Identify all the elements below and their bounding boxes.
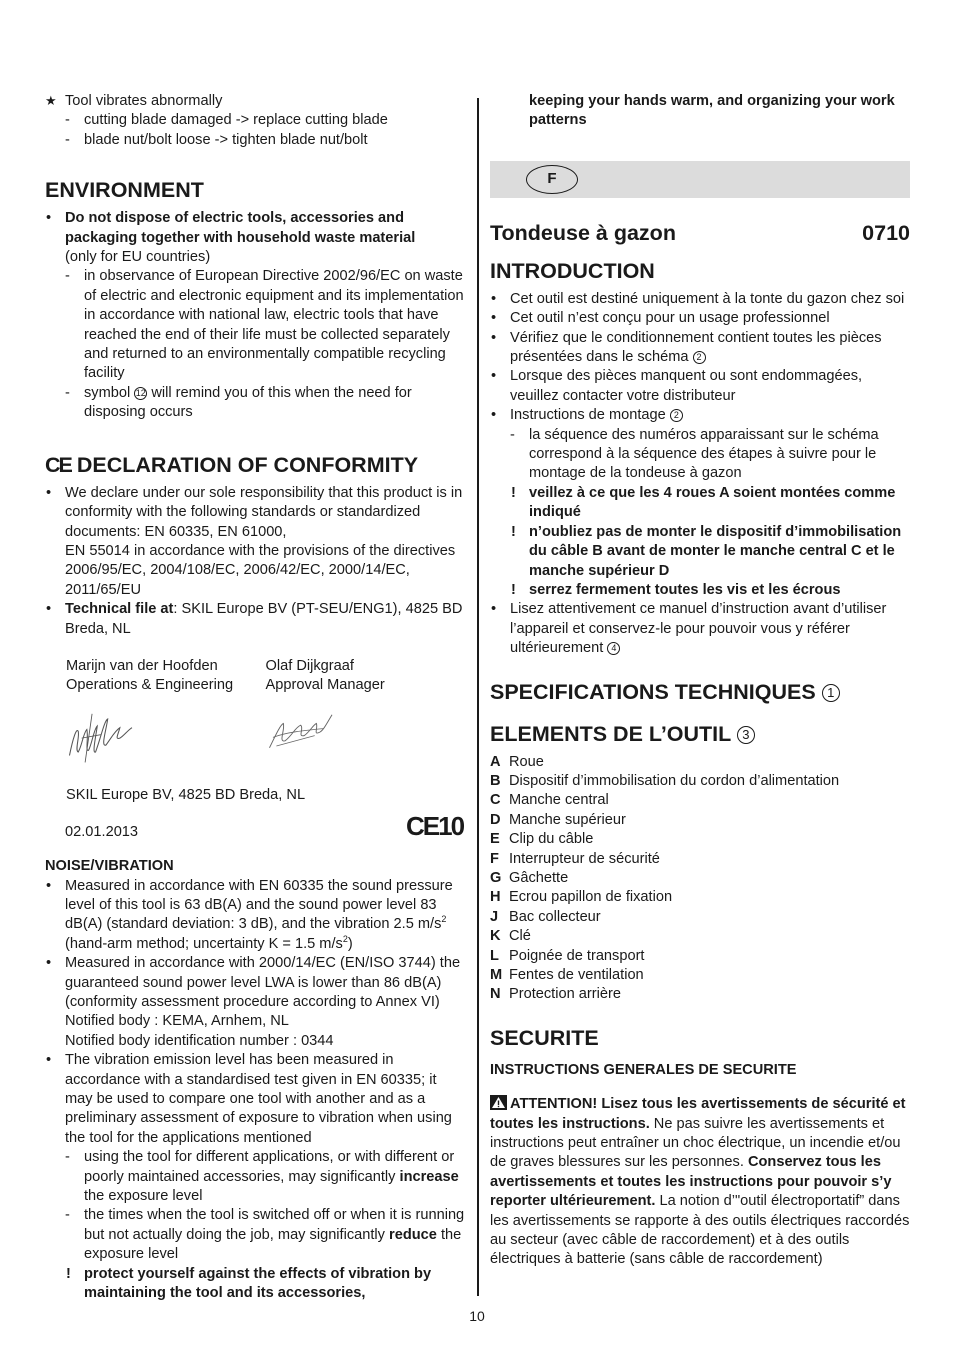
warning-paragraph: [490, 1095, 910, 1270]
element-key: H: [490, 889, 501, 906]
elements-heading: [490, 721, 910, 747]
figure-ref: 1: [822, 684, 840, 702]
conformity-heading-text: DECLARATION OF CONFORMITY: [76, 452, 419, 477]
intro-item: [490, 406, 910, 425]
noise-sub: [45, 1206, 465, 1264]
elements-heading-text: ELEMENTS DE L’OUTIL: [490, 721, 731, 746]
element-item: [490, 772, 910, 791]
left-column: [45, 92, 465, 1304]
intro-item: [490, 600, 910, 658]
warning-bold: ATTENTION! Lisez tous les avertissements de sécurité et toutes les instructions.: [490, 1096, 906, 1132]
element-key: N: [490, 986, 501, 1003]
intro-text: Lorsque des pièces manquent ou sont endommagées, veuillez contacter votre distributeur: [510, 368, 863, 404]
spec-heading: [490, 679, 910, 705]
continued-text: keeping your hands warm, and organizing your work patterns: [529, 93, 895, 129]
troubleshoot-sub: [45, 111, 465, 130]
signatory-1: [66, 657, 266, 696]
figure-ref: 2: [670, 409, 683, 422]
noise-sub: [45, 1148, 465, 1206]
element-key: J: [490, 908, 499, 925]
language-badge: F: [526, 165, 578, 194]
figure-ref: 3: [737, 726, 755, 744]
env-normal: (only for EU countries): [65, 249, 211, 266]
element-key: A: [490, 753, 501, 770]
symbol-ref: 12: [135, 387, 146, 398]
element-item: [490, 811, 910, 830]
intro-warning: [490, 484, 910, 523]
element-label: Clé: [509, 928, 531, 945]
conf-item: [45, 484, 465, 600]
element-key: L: [490, 947, 499, 964]
element-item: [490, 753, 910, 772]
element-label: Poignée de transport: [509, 947, 645, 964]
troubleshoot-title: Tool vibrates abnormally: [65, 93, 223, 109]
env-sub-text: will remind you of this when the need for disposing occurs: [84, 384, 412, 421]
company-address: SKIL Europe BV, 4825 BD Breda, NL: [66, 786, 306, 803]
language-bar: [490, 161, 910, 198]
intro-text: la séquence des numéros apparaissant sur le schéma correspond à la séquence des étapes à suivre pour le montage de la tondeuse à gazon: [529, 426, 879, 482]
element-key: G: [490, 869, 502, 886]
noise-warning-text: protect yourself against the effects of vibration by maintaining the tool and its accessories,: [84, 1265, 432, 1302]
noise-text: ): [347, 935, 353, 952]
signatory-title: Approval Manager: [265, 677, 385, 694]
intro-text: Instructions de montage: [510, 407, 666, 424]
instructions-heading: INSTRUCTIONS GENERALES DE SECURITE: [490, 1061, 797, 1078]
intro-item: [490, 309, 910, 328]
intro-item: [490, 367, 910, 406]
noise-text: the exposure level: [84, 1226, 462, 1263]
signature-1-icon: [66, 708, 136, 770]
signatures: [45, 708, 465, 778]
intro-text: Lisez attentivement ce manuel d’instruction avant d’utiliser l’appareil et conservez-le pour pouvoir vous y référer ultérieurement: [510, 601, 887, 657]
signatory-title: Operations & Engineering: [66, 677, 234, 694]
page-number: 10: [469, 1308, 485, 1324]
noise-text: Notified body : KEMA, Arnhem, NL: [65, 1013, 289, 1030]
troubleshoot-sub-text: cutting blade damaged -> replace cutting blade: [84, 112, 388, 129]
conformity-heading: [45, 452, 465, 478]
product-code: 0710: [862, 220, 910, 245]
warning-text: La notion d’"outil électroportatif” dans les avertissements se rapporte à des outils électriques raccordés au secteur (avec câble de raccordement) et à des outils électriques à batterie (sans câble de raccordement): [490, 1193, 910, 1268]
element-key: K: [490, 928, 501, 945]
env-sub-text: symbol: [84, 384, 131, 401]
signatories: [45, 657, 465, 696]
element-item: [490, 869, 910, 888]
element-item: [490, 908, 910, 927]
noise-item: [45, 877, 465, 955]
element-label: Ecrou papillon de fixation: [509, 889, 673, 906]
conf-text: We declare under our sole responsibility that this product is in conformity with the following standards or standardized documents: EN 60335, EN 61000,: [65, 484, 463, 540]
figure-ref: 2: [693, 351, 706, 364]
warning-triangle-icon: [490, 1095, 507, 1110]
element-label: Protection arrière: [509, 986, 621, 1003]
figure-ref: 4: [607, 642, 620, 655]
element-item: [490, 947, 910, 966]
noise-text: (hand-arm method; uncertainty K = 1.5 m/s: [65, 935, 343, 952]
noise-item: [45, 1051, 465, 1148]
env-bold: Do not dispose of electric tools, accessories and packaging together with household waste material: [65, 210, 416, 246]
element-key: C: [490, 792, 501, 809]
element-item: [490, 985, 910, 1004]
env-sub: [45, 267, 465, 383]
elements-list: [490, 753, 910, 1005]
troubleshoot-item: [45, 92, 465, 111]
element-label: Manche supérieur: [509, 811, 626, 828]
noise-text: Notified body identification number : 0344: [65, 1032, 334, 1049]
env-sub-text: in observance of European Directive 2002/96/EC on waste of electric and electronic equipment and its implementation in accordance with national law, electric tools that have reached the end of their life must be collected separately and returned to an environmentally compatible recycling facility: [84, 268, 464, 382]
element-label: Roue: [509, 753, 544, 770]
superscript: 2: [342, 933, 348, 944]
intro-text: Cet outil est destiné uniquement à la tonte du gazon chez soi: [510, 290, 905, 307]
intro-warning: [490, 523, 910, 581]
intro-sub: [490, 426, 910, 484]
element-label: Gâchette: [509, 869, 569, 886]
element-label: Bac collecteur: [509, 908, 601, 925]
intro-warning: [490, 581, 910, 600]
intro-item: [490, 329, 910, 368]
element-key: M: [490, 967, 503, 983]
ce-number: 10: [438, 811, 464, 842]
noise-bold: increase: [399, 1168, 459, 1185]
intro-warning-text: n’oubliez pas de monter le dispositif d’immobilisation du câble B avant de monter le manche central C et le manche supérieur D: [529, 523, 902, 579]
element-item: [490, 830, 910, 849]
ce-mark-icon: CE: [45, 452, 71, 477]
element-label: Interrupteur de sécurité: [509, 850, 660, 867]
element-label: Fentes de ventilation: [509, 967, 644, 983]
element-key: B: [490, 772, 501, 789]
troubleshoot-sub-text: blade nut/bolt loose -> tighten blade nut/bolt: [84, 131, 368, 148]
noise-item: [45, 954, 465, 1051]
noise-text: The vibration emission level has been measured in accordance with a standardised test given in EN 60335; it may be used to compare one tool with another and as a preliminary assessment of exposure to vibration when using the tool for the applications mentioned: [65, 1052, 452, 1146]
date-row: [45, 811, 465, 845]
declaration-date: 02.01.2013: [65, 824, 139, 841]
env-sub: [45, 384, 465, 423]
intro-heading: INTRODUCTION: [490, 258, 655, 283]
element-item: [490, 791, 910, 810]
right-column: [490, 92, 910, 1270]
troubleshoot-sub: [45, 131, 465, 150]
conf-text: : SKIL Europe BV (PT-SEU/ENG1), 4825 BD Breda, NL: [65, 601, 463, 637]
env-item: [45, 209, 465, 267]
element-key: E: [490, 831, 500, 848]
intro-text: Vérifiez que le conditionnement contient toutes les pièces présentées dans le schéma: [510, 329, 882, 366]
element-key: D: [490, 811, 501, 828]
noise-warning: [45, 1265, 465, 1304]
spec-heading-text: SPECIFICATIONS TECHNIQUES: [490, 679, 816, 704]
intro-warning-text: veillez à ce que les 4 roues A soient montées comme indiqué: [529, 484, 896, 521]
signatory-2: [266, 657, 466, 696]
element-label: Dispositif d’immobilisation du cordon d’alimentation: [509, 772, 840, 789]
intro-warning-text: serrez fermement toutes les vis et les écrous: [529, 581, 841, 598]
product-title-row: [490, 220, 910, 246]
intro-text: Cet outil n’est conçu pour un usage professionnel: [510, 310, 830, 327]
element-item: [490, 927, 910, 946]
signatory-name: Marijn van der Hoofden: [66, 657, 218, 674]
noise-text: Measured in accordance with EN 60335 the sound pressure level of this tool is 63 dB(A) and the sound power level 83 dB(A) (standard deviation: 3 dB), and the vibration 2.5 m/s: [65, 877, 453, 933]
noise-text: using the tool for different applications, or with different or poorly maintained accessories, may significantly: [84, 1149, 455, 1185]
noise-text: Measured in accordance with 2000/14/EC (EN/ISO 3744) the guaranteed sound power level LWA is lower than 86 dB(A) (conformity assessment procedure according to Annex VI): [65, 955, 461, 1010]
noise-bold: reduce: [389, 1226, 437, 1243]
element-item: [490, 888, 910, 907]
ce-mark-icon: CE: [406, 811, 439, 842]
securite-heading: SECURITE: [490, 1025, 599, 1050]
ce-10-mark: [406, 811, 463, 841]
element-key: F: [490, 850, 499, 867]
warning-text: Ne pas suivre les avertissements et instructions peut entraîner un choc électrique, un incendie et/ou de graves blessures sur les personnes.: [490, 1115, 901, 1171]
conf-text: EN 55014 in accordance with the provisions of the directives 2006/95/EC, 2004/108/EC, 2006/42/EC, 2000/14/EC, 2011/65/EU: [65, 542, 456, 598]
product-title: Tondeuse à gazon: [490, 220, 676, 245]
warning-bold: Conservez tous les avertissements et toutes les instructions pour pouvoir s’y reporter ultérieurement.: [490, 1154, 892, 1210]
noise-text: the exposure level: [84, 1188, 203, 1205]
element-label: Manche central: [509, 792, 609, 809]
element-item: [490, 850, 910, 869]
intro-item: [490, 290, 910, 309]
conf-bold: Technical file at: [65, 601, 174, 618]
environment-heading: ENVIRONMENT: [45, 178, 204, 203]
element-label: Clip du câble: [509, 831, 594, 848]
column-divider: [477, 98, 479, 1296]
noise-text: the times when the tool is switched off or when it is running but not actually doing the job, may significantly: [84, 1207, 465, 1243]
conf-item: [45, 600, 465, 639]
element-item: [490, 966, 910, 985]
superscript: 2: [441, 914, 447, 925]
noise-heading: NOISE/VIBRATION: [45, 858, 174, 875]
signature-2-icon: [266, 708, 336, 758]
signatory-name: Olaf Dijkgraaf: [265, 657, 354, 674]
